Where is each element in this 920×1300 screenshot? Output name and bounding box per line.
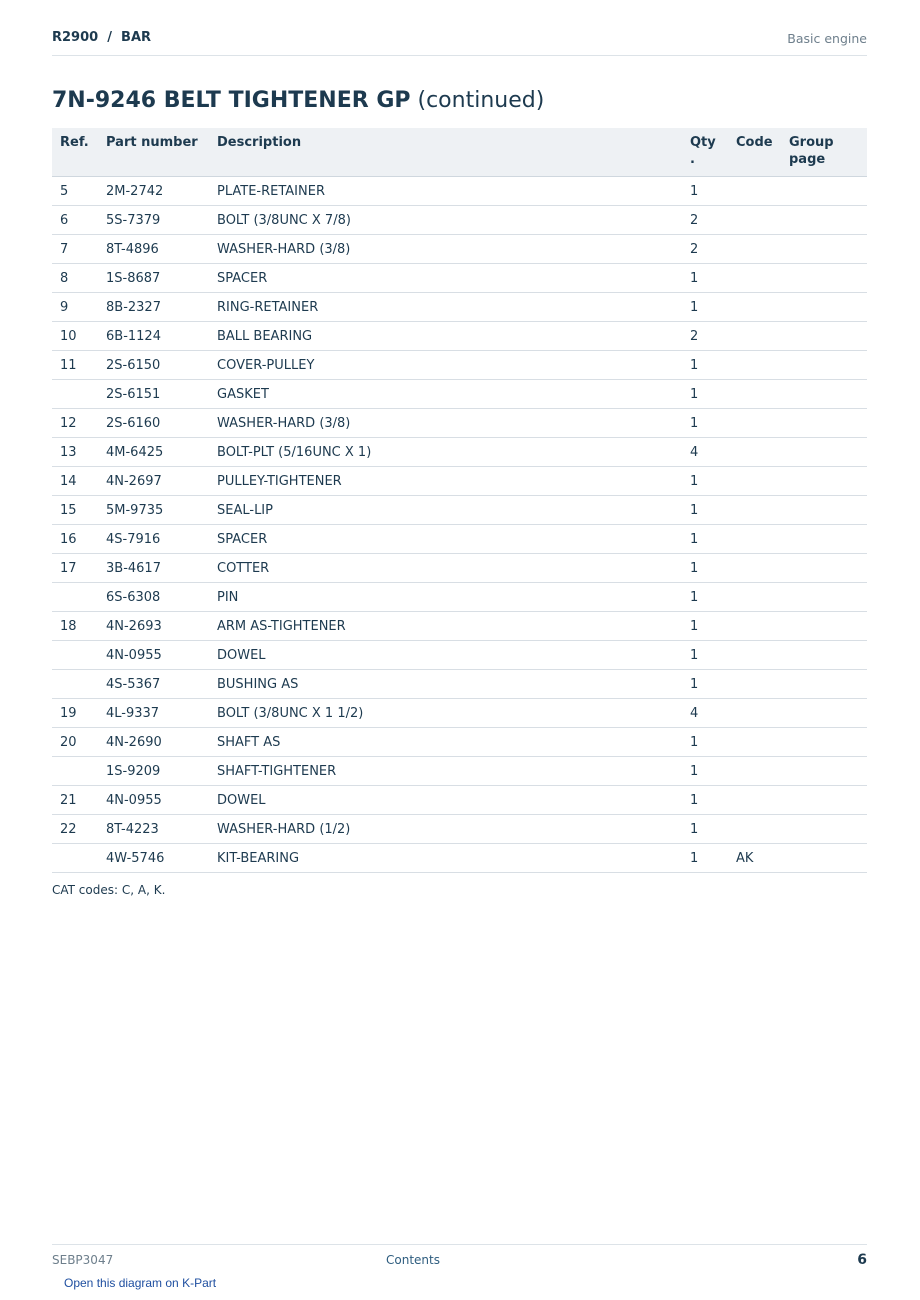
cell-ref: 20 — [52, 728, 98, 757]
cell-part-number: 4N-0955 — [98, 641, 209, 670]
cell-description: SEAL-LIP — [209, 496, 682, 525]
cell-qty: 1 — [682, 670, 728, 699]
table-row — [52, 206, 867, 235]
cell-ref: 6 — [52, 206, 98, 235]
cell-description: GASKET — [209, 380, 682, 409]
cell-part-number: 4L-9337 — [98, 699, 209, 728]
cell-code — [728, 235, 781, 264]
cell-ref — [52, 844, 98, 873]
cell-part-number: 4M-6425 — [98, 438, 209, 467]
cat-codes-note: CAT codes: C, A, K. — [52, 883, 166, 897]
cell-qty: 1 — [682, 409, 728, 438]
cell-ref: 14 — [52, 467, 98, 496]
cell-qty: 1 — [682, 525, 728, 554]
col-header-part-number: Part number — [98, 128, 209, 177]
cell-part-number: 5S-7379 — [98, 206, 209, 235]
cell-description: WASHER-HARD (3/8) — [209, 235, 682, 264]
cell-group-page — [781, 641, 867, 670]
cell-ref: 16 — [52, 525, 98, 554]
cell-ref: 5 — [52, 177, 98, 206]
cell-code — [728, 264, 781, 293]
cell-ref — [52, 583, 98, 612]
cell-code — [728, 786, 781, 815]
table-row — [52, 409, 867, 438]
table-row — [52, 554, 867, 583]
col-header-code: Code — [728, 128, 781, 177]
cell-group-page — [781, 351, 867, 380]
cell-description: DOWEL — [209, 641, 682, 670]
cell-code — [728, 351, 781, 380]
cell-code — [728, 293, 781, 322]
cell-qty: 1 — [682, 583, 728, 612]
cell-description: WASHER-HARD (1/2) — [209, 815, 682, 844]
table-row — [52, 699, 867, 728]
cell-group-page — [781, 177, 867, 206]
col-header-ref: Ref. — [52, 128, 98, 177]
cell-group-page — [781, 728, 867, 757]
table-row — [52, 786, 867, 815]
cell-group-page — [781, 467, 867, 496]
page-title — [52, 88, 544, 113]
cell-ref: 10 — [52, 322, 98, 351]
cell-group-page — [781, 293, 867, 322]
cell-qty: 4 — [682, 438, 728, 467]
section-label: Basic engine — [787, 31, 867, 46]
cell-description: BUSHING AS — [209, 670, 682, 699]
cell-description: BOLT (3/8UNC X 1 1/2) — [209, 699, 682, 728]
cell-ref: 18 — [52, 612, 98, 641]
cell-group-page — [781, 525, 867, 554]
cell-ref: 15 — [52, 496, 98, 525]
cell-qty: 1 — [682, 496, 728, 525]
cell-group-page — [781, 699, 867, 728]
cell-part-number: 4N-0955 — [98, 786, 209, 815]
cell-group-page — [781, 844, 867, 873]
cell-code — [728, 554, 781, 583]
cell-ref: 19 — [52, 699, 98, 728]
title-suffix: (continued) — [410, 88, 545, 113]
table-row — [52, 351, 867, 380]
table-row — [52, 235, 867, 264]
cell-code — [728, 757, 781, 786]
cell-description: SHAFT AS — [209, 728, 682, 757]
open-kpart-link[interactable]: Open this diagram on K-Part — [64, 1276, 217, 1290]
cell-part-number: 6B-1124 — [98, 322, 209, 351]
table-row — [52, 815, 867, 844]
cell-ref: 7 — [52, 235, 98, 264]
cell-part-number: 2S-6160 — [98, 409, 209, 438]
cell-description: PULLEY-TIGHTENER — [209, 467, 682, 496]
cell-qty: 1 — [682, 641, 728, 670]
cell-qty: 1 — [682, 554, 728, 583]
cell-ref: 9 — [52, 293, 98, 322]
cell-ref — [52, 757, 98, 786]
cell-qty: 2 — [682, 235, 728, 264]
page-header — [52, 28, 867, 56]
cell-description: DOWEL — [209, 786, 682, 815]
cell-description: KIT-BEARING — [209, 844, 682, 873]
cell-ref — [52, 380, 98, 409]
table-row — [52, 177, 867, 206]
cell-group-page — [781, 670, 867, 699]
table-row — [52, 525, 867, 554]
cell-group-page — [781, 235, 867, 264]
page-number: 6 — [857, 1252, 867, 1268]
cell-part-number: 4S-5367 — [98, 670, 209, 699]
cell-code — [728, 699, 781, 728]
cell-qty: 1 — [682, 380, 728, 409]
cell-group-page — [781, 409, 867, 438]
cell-code — [728, 670, 781, 699]
cell-part-number: 8T-4896 — [98, 235, 209, 264]
cell-part-number: 2S-6150 — [98, 351, 209, 380]
cell-group-page — [781, 757, 867, 786]
cell-ref: 13 — [52, 438, 98, 467]
cell-qty: 4 — [682, 699, 728, 728]
cell-ref — [52, 670, 98, 699]
cell-part-number: 6S-6308 — [98, 583, 209, 612]
cell-qty: 2 — [682, 322, 728, 351]
cell-code — [728, 815, 781, 844]
cell-code — [728, 322, 781, 351]
col-header-description: Description — [209, 128, 682, 177]
cell-qty: 1 — [682, 264, 728, 293]
cell-part-number: 4S-7916 — [98, 525, 209, 554]
cell-group-page — [781, 554, 867, 583]
cell-part-number: 2S-6151 — [98, 380, 209, 409]
cell-qty: 1 — [682, 467, 728, 496]
cell-qty: 1 — [682, 757, 728, 786]
cell-group-page — [781, 322, 867, 351]
cell-description: SPACER — [209, 264, 682, 293]
table-row — [52, 293, 867, 322]
cell-description: PIN — [209, 583, 682, 612]
cell-part-number: 1S-8687 — [98, 264, 209, 293]
cell-group-page — [781, 380, 867, 409]
cell-part-number: 4N-2697 — [98, 467, 209, 496]
cell-part-number: 5M-9735 — [98, 496, 209, 525]
table-row — [52, 757, 867, 786]
cell-group-page — [781, 583, 867, 612]
cell-part-number: 4N-2690 — [98, 728, 209, 757]
table-row — [52, 322, 867, 351]
table-row — [52, 467, 867, 496]
cell-group-page — [781, 264, 867, 293]
cell-code — [728, 206, 781, 235]
cell-part-number: 8T-4223 — [98, 815, 209, 844]
cell-description: PLATE-RETAINER — [209, 177, 682, 206]
cell-code — [728, 438, 781, 467]
cell-qty: 1 — [682, 844, 728, 873]
cell-qty: 1 — [682, 177, 728, 206]
table-row — [52, 496, 867, 525]
cell-qty: 2 — [682, 206, 728, 235]
table-row — [52, 438, 867, 467]
cell-ref: 8 — [52, 264, 98, 293]
col-header-qty: Qty . — [682, 128, 728, 177]
cell-part-number: 1S-9209 — [98, 757, 209, 786]
cell-description: ARM AS-TIGHTENER — [209, 612, 682, 641]
cell-group-page — [781, 612, 867, 641]
breadcrumb: R2900 / BAR — [52, 30, 152, 45]
cell-description: WASHER-HARD (3/8) — [209, 409, 682, 438]
cell-code — [728, 496, 781, 525]
cell-description: BOLT-PLT (5/16UNC X 1) — [209, 438, 682, 467]
cell-code — [728, 612, 781, 641]
cell-part-number: 3B-4617 — [98, 554, 209, 583]
table-row — [52, 844, 867, 873]
cell-code — [728, 467, 781, 496]
cell-code — [728, 583, 781, 612]
cell-qty: 1 — [682, 815, 728, 844]
cell-ref: 12 — [52, 409, 98, 438]
title-main: 7N-9246 BELT TIGHTENER GP — [52, 88, 411, 113]
cell-group-page — [781, 786, 867, 815]
table-row — [52, 641, 867, 670]
table-row — [52, 728, 867, 757]
cell-code — [728, 641, 781, 670]
cell-part-number: 4W-5746 — [98, 844, 209, 873]
cell-qty: 1 — [682, 612, 728, 641]
table-header-row — [52, 128, 867, 177]
cell-description: COTTER — [209, 554, 682, 583]
table-row — [52, 670, 867, 699]
cell-code — [728, 409, 781, 438]
cell-code — [728, 728, 781, 757]
cell-part-number: 4N-2693 — [98, 612, 209, 641]
cell-qty: 1 — [682, 786, 728, 815]
cell-ref — [52, 641, 98, 670]
table-row — [52, 583, 867, 612]
cell-ref: 17 — [52, 554, 98, 583]
cell-code — [728, 380, 781, 409]
cell-description: SPACER — [209, 525, 682, 554]
cell-code: AK — [728, 844, 781, 873]
document-code: SEBP3047 — [52, 1253, 114, 1267]
cell-code — [728, 525, 781, 554]
cell-code — [728, 177, 781, 206]
cell-group-page — [781, 206, 867, 235]
cell-qty: 1 — [682, 293, 728, 322]
footer-divider — [52, 1244, 867, 1245]
cell-qty: 1 — [682, 728, 728, 757]
cell-description: RING-RETAINER — [209, 293, 682, 322]
table-row — [52, 264, 867, 293]
cell-description: SHAFT-TIGHTENER — [209, 757, 682, 786]
parts-table — [52, 128, 867, 873]
cell-qty: 1 — [682, 351, 728, 380]
contents-link[interactable]: Contents — [386, 1253, 440, 1267]
table-row — [52, 612, 867, 641]
cell-group-page — [781, 815, 867, 844]
table-row — [52, 380, 867, 409]
cell-group-page — [781, 496, 867, 525]
cell-description: BOLT (3/8UNC X 7/8) — [209, 206, 682, 235]
cell-ref: 21 — [52, 786, 98, 815]
cell-description: COVER-PULLEY — [209, 351, 682, 380]
col-header-group-page: Group page — [781, 128, 867, 177]
cell-ref: 11 — [52, 351, 98, 380]
cell-group-page — [781, 438, 867, 467]
cell-ref: 22 — [52, 815, 98, 844]
cell-part-number: 2M-2742 — [98, 177, 209, 206]
cell-part-number: 8B-2327 — [98, 293, 209, 322]
cell-description: BALL BEARING — [209, 322, 682, 351]
